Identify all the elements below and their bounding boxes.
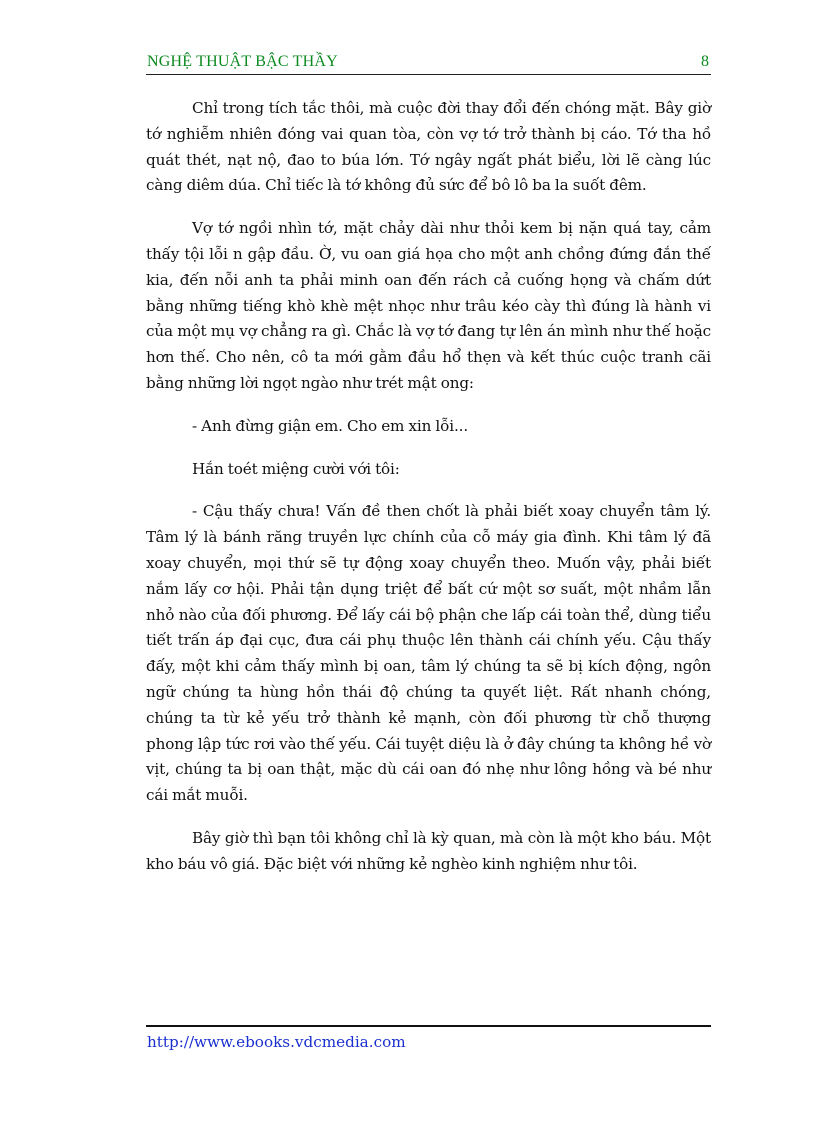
paragraph-2: Vợ tớ ngồi nhìn tớ, mặt chảy dài như thỏi kem bị nặn quá tay, cảm thấy tội lỗi n gập đầu. Ờ, vu oan giá họa cho một anh chồng đứng đắn thế kia, đến nỗi anh ta phải minh oan đến rách cả cuống họng và chấm dứt bằng những tiếng khò khè mệt nhọc như trâu kéo cày thì đúng là hành vi của một mụ vợ chẳng ra gì. Chắc là vợ tớ đang tự lên án mình như thế hoặc hơn thế. Cho nên, cô ta mới gằm đầu hổ thẹn và kết thúc cuộc tranh cãi bằng những lời ngọt ngào như trét mật ong: (146, 219, 711, 392)
website-link[interactable]: http://www.ebooks.vdcmedia.com (147, 1033, 406, 1051)
dialogue-line-1: - Anh đừng giận em. Cho em xin lỗi... (192, 416, 469, 435)
dialogue-paragraph: - Cậu thấy chưa! Vấn đề then chốt là phải biết xoay chuyển tâm lý. Tâm lý là bánh răng truyền lực chính của cỗ máy gia đình. Khi tâm lý đã xoay chuyển, mọi thứ sẽ tự động xoay chuyển theo. Muốn vậy, phải biết nắm lấy cơ hội. Phải tận dụng triệt để bất cứ một sơ suất, một nhầm lẫn nhỏ nào của đối phương. Để lấy cái bộ phận che lấp cái toàn thể, dùng tiểu tiết trấn áp đại cục, đưa cái phụ thuộc lên thành cái chính yếu. Cậu thấy đấy, một khi cảm thấy mình bị oan, tâm lý chúng ta sẽ bị kích động, ngôn ngữ chúng ta hùng hồn thái độ chúng ta quyết liệt. Rất nhanh chóng, chúng ta từ kẻ yếu trở thành kẻ mạnh, còn đối phương từ chỗ thượng phong lập tức rơi vào thế yếu. Cái tuyệt diệu là ở đây chúng ta không hề vờ vịt, chúng ta bị oan thật, mặc dù cái oan đó nhẹ như lông hồng và bé như cái mắt muỗi. (146, 502, 711, 805)
closing-paragraph: Bây giờ thì bạn tôi không chỉ là kỳ quan, mà còn là một kho báu. Một kho báu vô giá. Đặc biệt với những kẻ nghèo kinh nghiệm như tôi. (146, 828, 711, 873)
page-header (146, 52, 711, 75)
paragraph-1: Chỉ trong tích tắc thôi, mà cuộc đời thay đổi đến chóng mặt. Bây giờ tớ nghiễm nhiên đóng vai quan tòa, còn vợ tớ trở thành bị cáo. Tớ tha hồ quát thét, nạt nộ, đao to búa lớn. Tớ ngây ngất phát biểu, lời lẽ càng lúc càng diêm dúa. Chỉ tiếc là tớ không đủ sức để bô lô ba la suốt đêm. (146, 99, 711, 195)
page-body (146, 96, 711, 895)
page-number: 8 (701, 53, 709, 70)
footer-divider (146, 1025, 711, 1027)
book-title: NGHỆ THUẬT BẬC THẦY (147, 53, 338, 70)
narration-line: Hắn toét miệng cười với tôi: (192, 459, 400, 478)
